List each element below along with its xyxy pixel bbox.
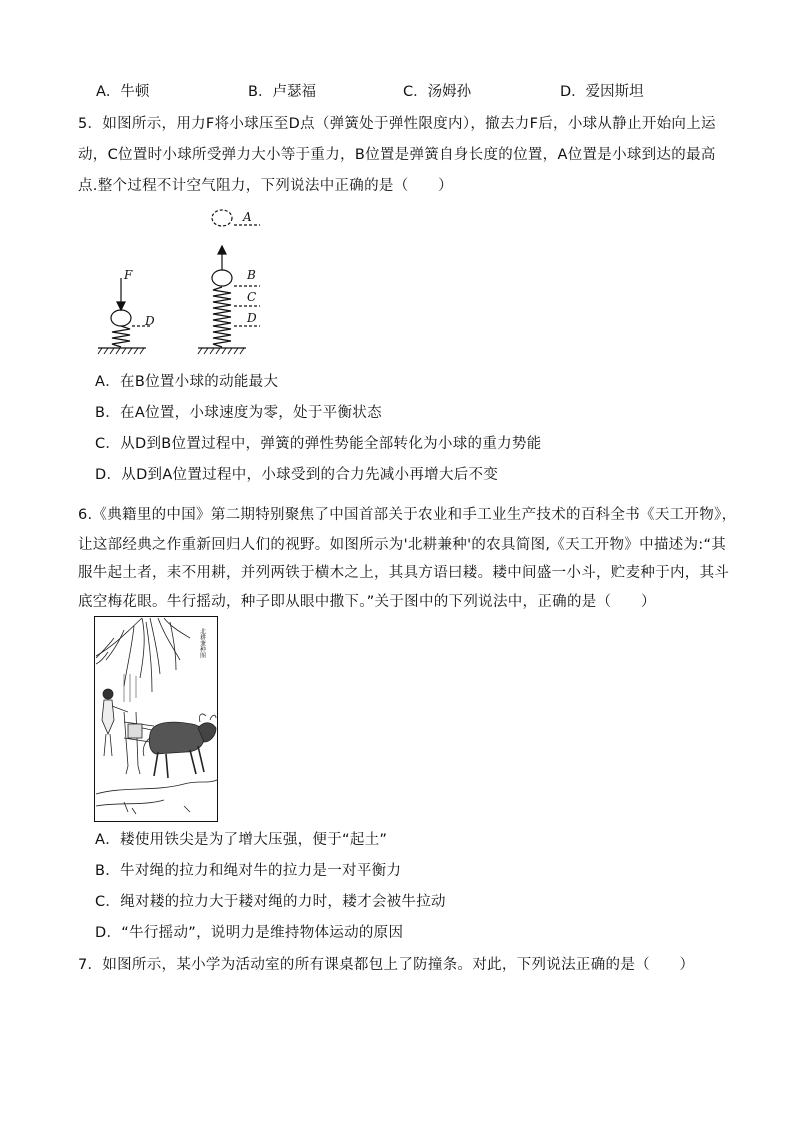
- q6-option-a: A．耧使用铁尖是为了增大压强，便于“起土”: [95, 832, 388, 848]
- q5-stem-line-2: 动，C位置时小球所受弹力大小等于重力，B位置是弹簧自身长度的位置，A位置是小球到达的最高: [78, 147, 716, 163]
- q5-label-c: C: [247, 290, 257, 304]
- q5-spring-figure: [94, 204, 274, 364]
- illustration-title: 北耕兼种图: [198, 628, 206, 658]
- q5-stem-line-1: 5．如图所示，用力F将小球压至D点（弹簧处于弹性限度内），撤去力F后，小球从静止开始向上运: [78, 116, 716, 132]
- q4-option-a: A．牛顿: [96, 84, 150, 100]
- q6-option-c: C．绳对耧的拉力大于耧对绳的力时，耧才会被牛拉动: [95, 894, 446, 910]
- q6-stem-line-4: 底空梅花眼。牛行摇动，种子即从眼中撒下。”关于图中的下列说法中，正确的是（ ）: [78, 594, 656, 610]
- q7-stem: 7．如图所示，某小学为活动室的所有课桌都包上了防撞条。对此，下列说法正确的是（ ）: [78, 957, 695, 973]
- q5-label-f: F: [124, 268, 133, 282]
- q6-stem-line-3: 服牛起土者，耒不用耕，并列两铁于横木之上，其具方语曰耧。耧中间盛一小斗，贮麦种于内，其斗: [78, 565, 730, 581]
- q4-option-c: C．汤姆孙: [403, 84, 472, 100]
- q5-option-d: D．从D到A位置过程中，小球受到的合力先减小再增大后不变: [95, 467, 499, 483]
- q5-label-d-right: D: [247, 311, 257, 325]
- q5-label-a: A: [243, 210, 252, 224]
- q5-option-a: A．在B位置小球的动能最大: [95, 374, 279, 390]
- q5-option-c: C．从D到B位置过程中，弹簧的弹性势能全部转化为小球的重力势能: [95, 436, 542, 452]
- q6-stem-line-1: 6.《典籍里的中国》第二期特别聚焦了中国首部关于农业和手工业生产技术的百科全书《天工开物》，: [78, 507, 737, 523]
- q4-option-b: B．卢瑟福: [248, 84, 316, 100]
- q6-option-b: B．牛对绳的拉力和绳对牛的拉力是一对平衡力: [95, 863, 402, 879]
- q4-option-d: D．爱因斯坦: [560, 84, 644, 100]
- q5-option-b: B．在A位置，小球速度为零，处于平衡状态: [95, 405, 382, 421]
- q6-stem-line-2: 让这部经典之作重新回归人们的视野。如图所示为'北耕兼种'的农具简图,《天工开物》中描述为:“其: [78, 537, 727, 553]
- q5-label-d-left: D: [145, 314, 155, 328]
- q5-label-b: B: [247, 268, 256, 282]
- plowing-illustration: [94, 616, 218, 822]
- q5-stem-line-3: 点.整个过程不计空气阻力，下列说法中正确的是（ ）: [78, 178, 453, 194]
- q6-option-d: D．“牛行摇动”，说明力是维持物体运动的原因: [95, 925, 404, 941]
